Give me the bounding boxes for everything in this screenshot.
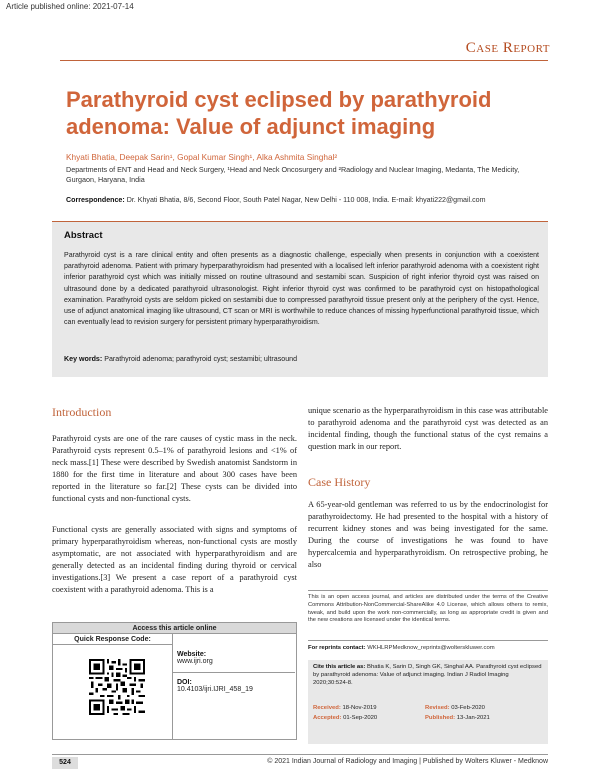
accepted-value: 01-Sep-2020 xyxy=(341,715,378,721)
published-label: Published: xyxy=(425,715,456,721)
reprints-divider xyxy=(308,640,548,641)
correspondence-label: Correspondence: xyxy=(66,196,125,204)
doi-link[interactable]: 10.4103/ijri.IJRI_458_19 xyxy=(177,686,253,693)
introduction-paragraph-1: Parathyroid cysts are one of the rare causes of cystic mass in the neck. Parathyroid cysts represent 0.5–1% of parathyroid lesions and <1% of neck mass.[1] These were described by Swedish anatomist Sandstorm in 1880 for the first time in literature and about 300 cases have been reported in the literature so far.[2] These cysts can be divided into functional cysts and non-functional cysts. xyxy=(52,434,297,503)
author-list: Khyati Bhatia, Deepak Sarin¹, Gopal Kumar Singh¹, Alka Ashmita Singhal² xyxy=(66,152,338,162)
article-type-label: Case Report xyxy=(465,40,550,56)
received-value: 18-Nov-2019 xyxy=(340,705,377,711)
cite-label: Cite this article as: xyxy=(313,664,366,670)
abstract-box xyxy=(52,221,548,377)
footer-divider xyxy=(52,754,548,755)
revised-value: 03-Feb-2020 xyxy=(449,705,485,711)
keywords-label: Key words: xyxy=(64,355,103,363)
case-history-heading: Case History xyxy=(308,475,371,489)
accepted-date xyxy=(313,714,377,723)
received-label: Received: xyxy=(313,705,341,711)
qr-code-icon[interactable] xyxy=(89,659,145,715)
header-divider xyxy=(60,60,548,61)
qr-area xyxy=(53,645,173,740)
revised-date xyxy=(425,704,485,713)
reprints-label: For reprints contact: xyxy=(308,645,366,651)
correspondence-text: Dr. Khyati Bhatia, 8/6, Second Floor, South Patel Nagar, New Delhi - 110 008, India. E-mail: khyati222@gmail.com xyxy=(124,196,486,204)
abstract-heading: Abstract xyxy=(64,230,103,241)
footer-copyright: © 2021 Indian Journal of Radiology and Imaging | Published by Wolters Kluwer - Medknow xyxy=(267,758,548,765)
abstract-text: Parathyroid cyst is a rare clinical entity and often presents as a diagnostic challenge, especially when presents in conjunction with a coexistent parathyroid adenoma. Patient with primary hyperparathyroidism had presented with a localised left inferior parathyroid adenoma with a coexistent right inferior parathyroid cyst which was initially missed on routine ultrasound and sestamibi scan. Suspicion of right inferior thyroid cyst was raised on ultrasound done by a dedicated parathyroid ultrasonologist. Right inferior thyroid cyst was confirmed to be parathyroid cyst on histopathological examination. Parathyroid cysts are seldom picked on sestamibi due to compressed parathyroid tissue present only at the periphery of the cyst. Hence, use of adjunct anatomical imaging like ultrasound, CT scan or MRI is worthwhile to reduce chances of missing hyperfunctional parathyroid tissue, which can eventually lead to revision surgery for persistent primary hyperparathyroidism. xyxy=(64,252,539,327)
revised-label: Revised: xyxy=(425,705,450,711)
introduction-paragraph-2: Functional cysts are generally associated with signs and symptoms of primary hyperparathyroidism whereas, non-functional cysts are mostly asymptomatic, are not associated with hyperparathyroidism and are generally detected as an incidental finding during thyroid or cervical investigations.[3] We present a case report of a parathyroid cyst coexistent with a parathyroid adenoma. This is a xyxy=(52,525,297,594)
website-label: Website: xyxy=(177,651,207,658)
article-title: Parathyroid cyst eclipsed by parathyroid adenoma: Value of adjunct imaging xyxy=(66,87,492,139)
doi-label: DOI: xyxy=(177,679,192,686)
received-date xyxy=(313,704,377,713)
published-value: 13-Jan-2021 xyxy=(455,715,490,721)
license-divider xyxy=(308,590,548,591)
qr-label: Quick Response Code: xyxy=(53,634,173,645)
accepted-label: Accepted: xyxy=(313,715,342,721)
correspondence xyxy=(66,196,546,204)
affiliation: Departments of ENT and Head and Neck Surgery, ¹Head and Neck Oncosurgery and ²Radiology and Nuclear Imaging, Medanta, The Medicity, Gurgaon, Haryana, India xyxy=(66,165,520,184)
keywords-text: Parathyroid adenoma; parathyroid cyst; sestamibi; ultrasound xyxy=(102,355,298,363)
access-article-box xyxy=(52,622,297,740)
access-details xyxy=(177,645,295,739)
case-history-paragraph: A 65-year-old gentleman was referred to us by the endocrinologist for parathyroidectomy. He had presented to the hospital with a history of recurrent kidney stones and was being investigated for the same. During the course of investigations he was found to have hypercalcemia and hyperparathyroidism. On retrospective probing, he also xyxy=(308,500,548,569)
license-text: This is an open access journal, and articles are distributed under the terms of the Creative Commons Attribution-NonCommercial-ShareAlike 4.0 License, which allows others to remix, tweak, and build upon the work non-commercially, as long as appropriate credit is given and the new creations are licensed under the identical terms. xyxy=(308,594,548,624)
page-number: 524 xyxy=(52,757,78,769)
reprints-email[interactable]: WKHLRPMedknow_reprints@wolterskluwer.com xyxy=(365,645,495,651)
published-date xyxy=(425,714,490,723)
introduction-heading: Introduction xyxy=(52,405,112,419)
website-link[interactable]: www.ijri.org xyxy=(177,658,213,665)
access-divider xyxy=(173,672,295,673)
citation-box xyxy=(308,660,548,744)
publication-note: Article published online: 2021-07-14 xyxy=(6,2,134,11)
reprints-contact xyxy=(308,645,495,651)
right-column-paragraph: unique scenario as the hyperparathyroidism in this case was attributable to parathyroid adenoma and the parathyroid cyst was detected as an incidental finding, though the functional status of the cyst remains a question mark in our report. xyxy=(308,406,548,451)
citation-text xyxy=(313,663,545,688)
keywords xyxy=(64,355,539,363)
cite-body: Bhatia K, Sarin D, Singh GK, Singhal AA. Parathyroid cyst eclipsed by parathyroid adenoma: Value of adjunct imaging. Indian J Radiol Imaging 2020;30:524-8. xyxy=(313,664,542,687)
access-header: Access this article online xyxy=(53,623,296,634)
